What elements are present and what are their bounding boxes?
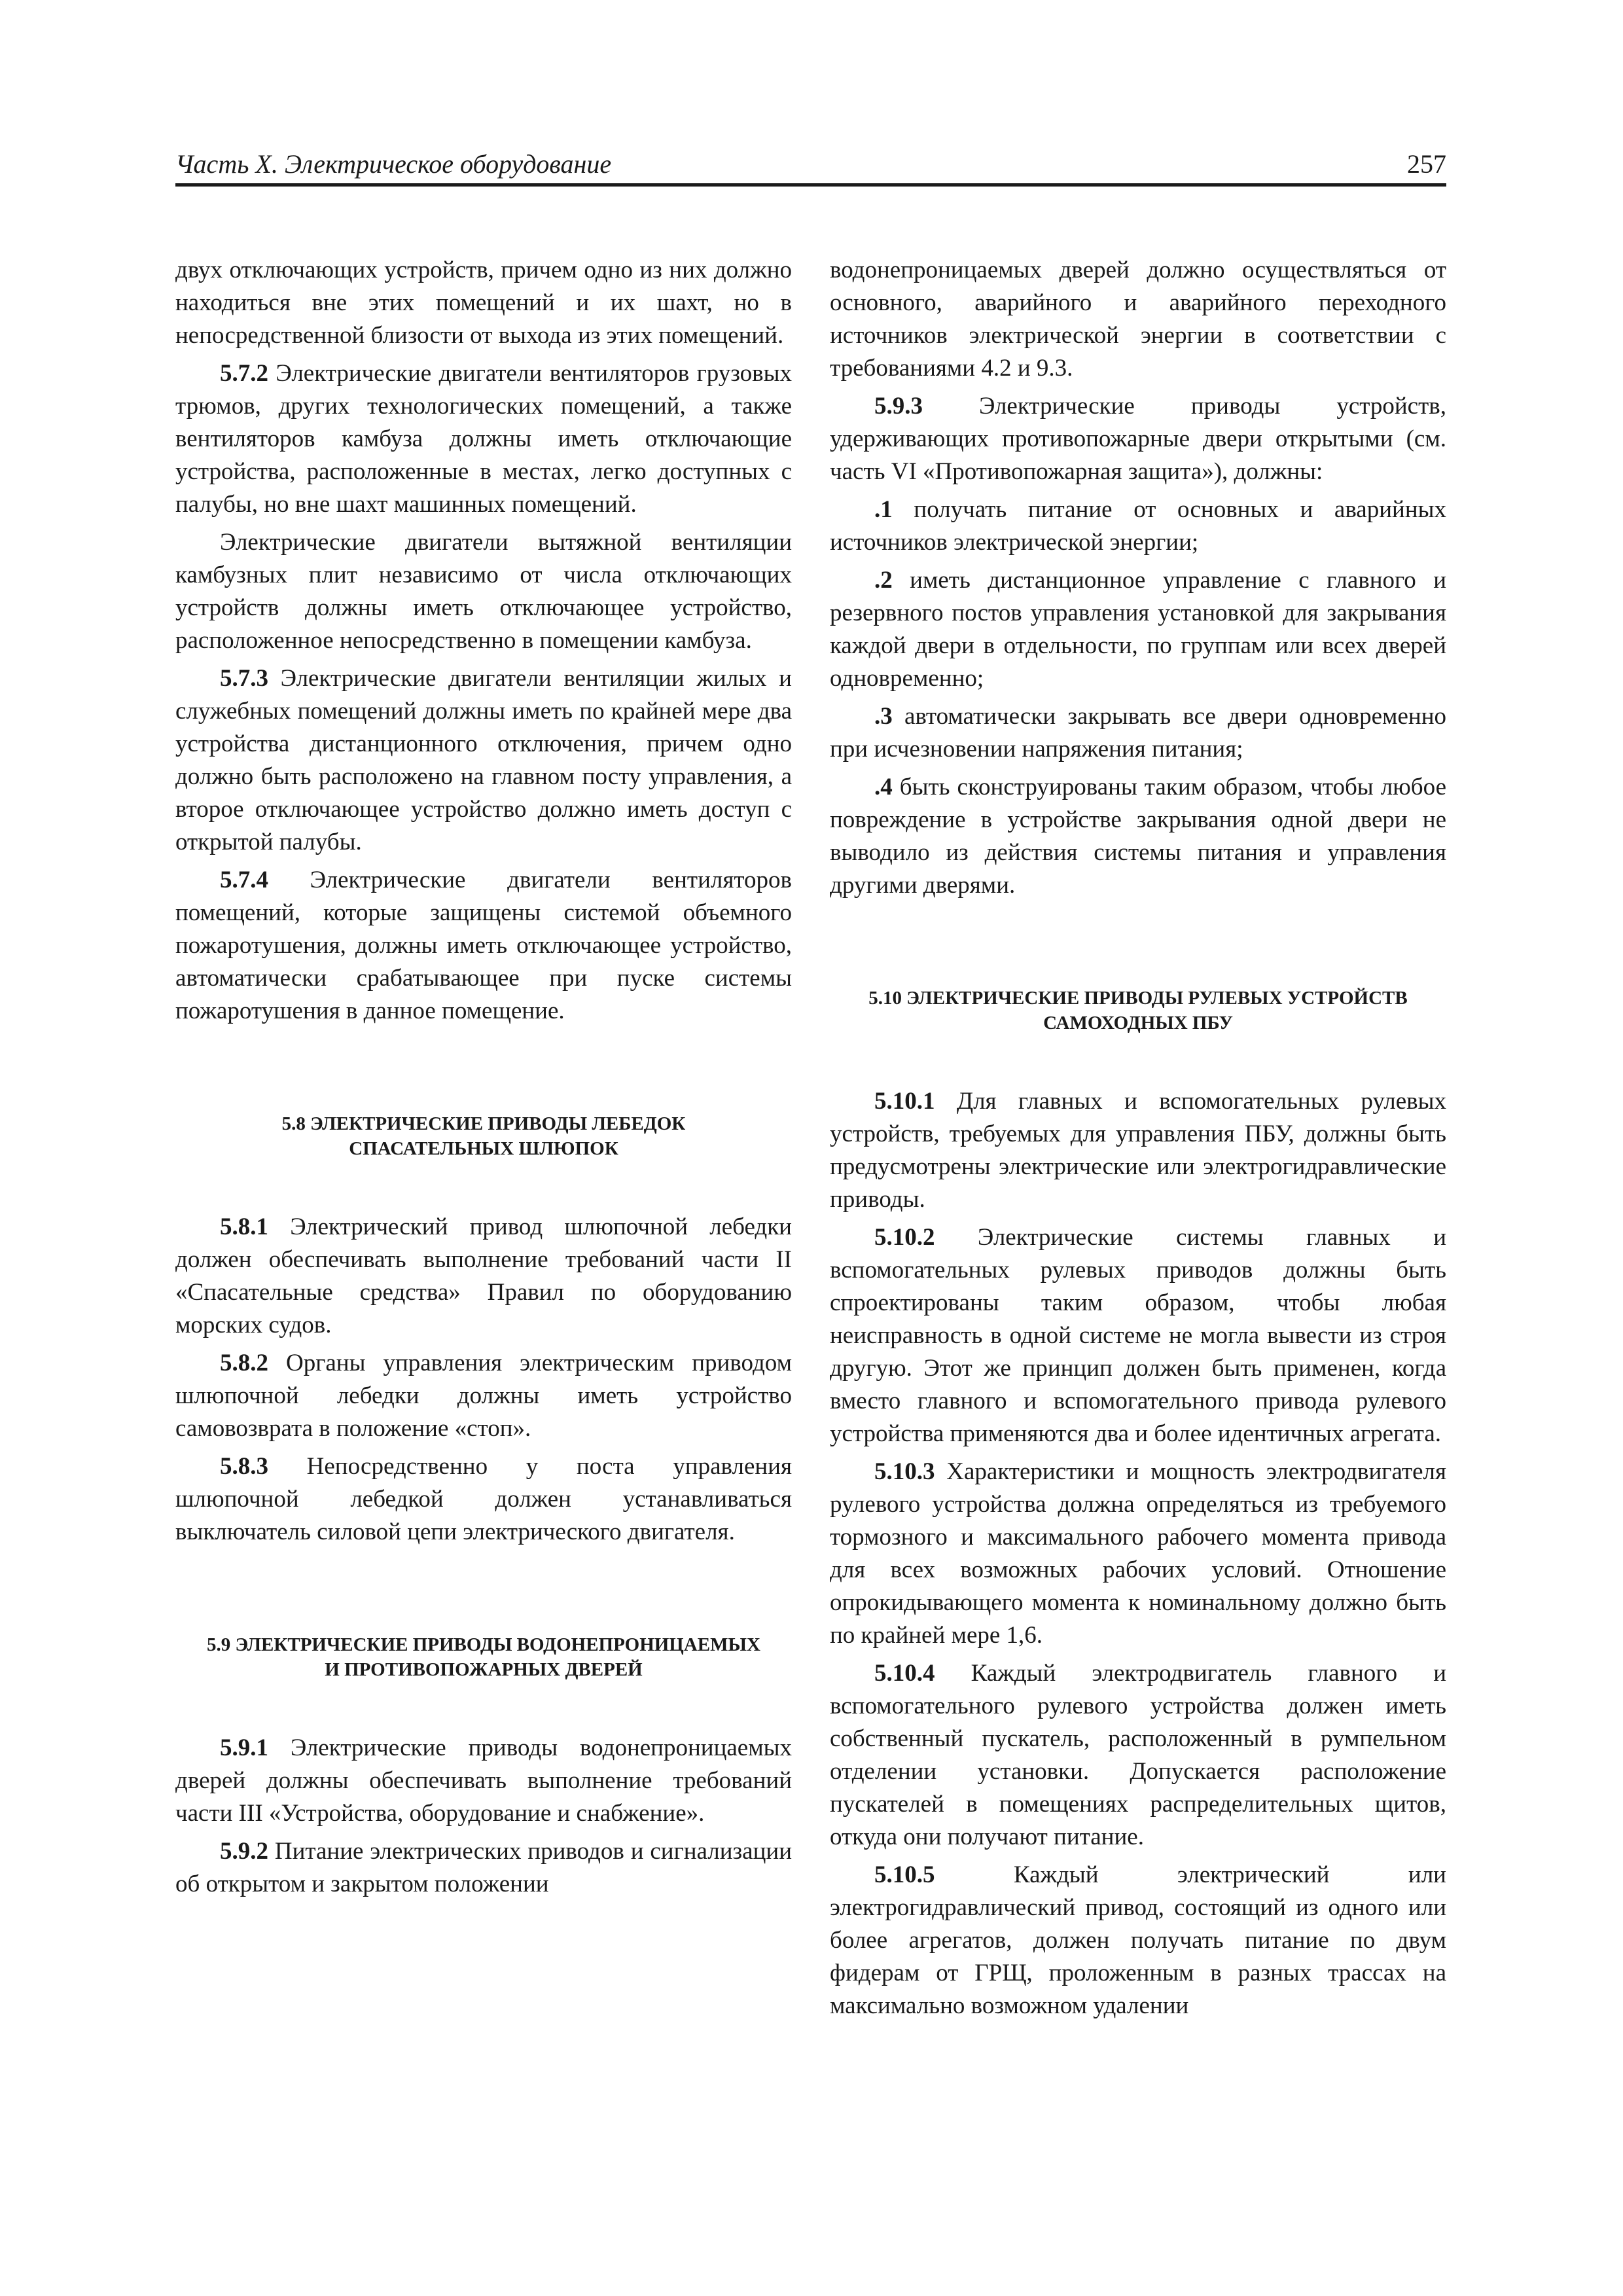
section-heading-5-9: 5.9 ЭЛЕКТРИЧЕСКИЕ ПРИВОДЫ ВОДОНЕПРОНИЦАЕМЫХ И ПРОТИВОПОЖАРНЫХ ДВЕРЕЙ [207, 1634, 760, 1680]
section-heading-5-10: 5.10 ЭЛЕКТРИЧЕСКИЕ ПРИВОДЫ РУЛЕВЫХ УСТРОЙСТВ САМОХОДНЫХ ПБУ [868, 988, 1408, 1033]
clause-5-8-2: 5.8.2 Органы управления электрическим приводом шлюпочной лебедки должны иметь устройство самовозврата в положение «стоп». [175, 1350, 792, 1442]
list-item: .2 иметь дистанционное управление с главного и резервного постов управления установкой для закрывания каждой двери в отдельности, по группам или всех дверей одновременно; [830, 567, 1446, 692]
list-item: .3 автоматически закрывать все двери одновременно при исчезновении напряжения питания; [830, 703, 1446, 762]
clause-5-8-1: 5.8.1 Электрический привод шлюпочной лебедки должен обеспечивать выполнение требований части II «Спасательные средства» Правил по оборудованию морских судов. [175, 1213, 792, 1338]
clause-5-9-3: 5.9.3 Электрические приводы устройств, удерживающих противопожарные двери открытыми (см. часть VI «Противопожарная защита»), должны: [830, 393, 1446, 485]
clause-5-10-5: 5.10.5 Каждый электрический или электрогидравлический привод, состоящий из одного или более агрегатов, должен получать питание по двум фидерам от ГРЩ, проложенным в разных трассах на максимально возможном удалении [830, 1861, 1446, 2019]
clause-5-10-4: 5.10.4 Каждый электродвигатель главного и вспомогательного рулевого устройства должен иметь собственный пускатель, расположенный в румпельном отделении установки. Допускается расположение пускателей в помещениях распределительных щитов, откуда они получают питание. [830, 1660, 1446, 1850]
clause-5-7-3: 5.7.3 Электрические двигатели вентиляции жилых и служебных помещений должны иметь по крайней мере два устройства дистанционного отключения, причем одно должно быть расположено на главном посту управления, а второе отключающее устройство должно иметь доступ с открытой палубы. [175, 665, 792, 855]
clause-5-10-3: 5.10.3 Характеристики и мощность электродвигателя рулевого устройства должна определяться из требуемого тормозного и максимального рабочего момента привода для всех возможных рабочих условий. Отношение опрокидывающего момента к номинальному должно быть по крайней мере 1,6. [830, 1458, 1446, 1649]
right-column [830, 254, 1446, 2028]
clause-5-9-1: 5.9.1 Электрические приводы водонепроницаемых дверей должны обеспечивать выполнение требований части III «Устройства, оборудование и снабжение». [175, 1734, 792, 1827]
clause-5-7-2: 5.7.2 Электрические двигатели вентиляторов грузовых трюмов, других технологических помещений, а также вентиляторов камбуза должны иметь отключающие устройства, расположенные в местах, легко доступных с палубы, но вне шахт машинных помещений. [175, 360, 792, 518]
running-header [175, 137, 1446, 187]
paragraph: водонепроницаемых дверей должно осуществляться от основного, аварийного и аварийного переходного источников электрической энергии в соответствии с требованиями 4.2 и 9.3. [830, 257, 1446, 382]
paragraph: Электрические двигатели вытяжной вентиляции камбузных плит независимо от числа отключающих устройств должны иметь отключающее устройство, расположенное непосредственно в помещении камбуза. [175, 529, 792, 654]
left-column [175, 254, 792, 1906]
paragraph: двух отключающих устройств, причем одно из них должно находиться вне этих помещений и их шахт, но в непосредственной близости от выхода из этих помещений. [175, 257, 792, 349]
header-title: Часть X. Электрическое оборудование [175, 149, 612, 179]
clause-5-10-2: 5.10.2 Электрические системы главных и вспомогательных рулевых приводов должны быть спроектированы таким образом, чтобы любая неисправность в одной системе не могла вывести из строя другую. Этот же принцип должен быть применен, когда вместо главного и вспомогательного привода рулевого устройства применяются два и более идентичных агрегата. [830, 1224, 1446, 1447]
section-heading-5-8: 5.8 ЭЛЕКТРИЧЕСКИЕ ПРИВОДЫ ЛЕБЕДОК СПАСАТЕЛЬНЫХ ШЛЮПОК [281, 1113, 686, 1159]
list-item: .1 получать питание от основных и аварийных источников электрической энергии; [830, 496, 1446, 556]
page-number: 257 [1407, 149, 1446, 179]
clause-5-8-3: 5.8.3 Непосредственно у поста управления шлюпочной лебедкой должен устанавливаться выключатель силовой цепи электрического двигателя. [175, 1453, 792, 1545]
clause-5-9-2: 5.9.2 Питание электрических приводов и сигнализации об открытом и закрытом положении [175, 1838, 792, 1897]
clause-5-7-4: 5.7.4 Электрические двигатели вентиляторов помещений, которые защищены системой объемного пожаротушения, должны иметь отключающее устройство, автоматически срабатывающее при пуске системы пожаротушения в данное помещение. [175, 867, 792, 1024]
list-item: .4 быть сконструированы таким образом, чтобы любое повреждение в устройстве закрывания одной двери не выводило из действия системы питания и управления другими дверями. [830, 774, 1446, 899]
clause-5-10-1: 5.10.1 Для главных и вспомогательных рулевых устройств, требуемых для управления ПБУ, должны быть предусмотрены электрические или электрогидравлические приводы. [830, 1088, 1446, 1213]
